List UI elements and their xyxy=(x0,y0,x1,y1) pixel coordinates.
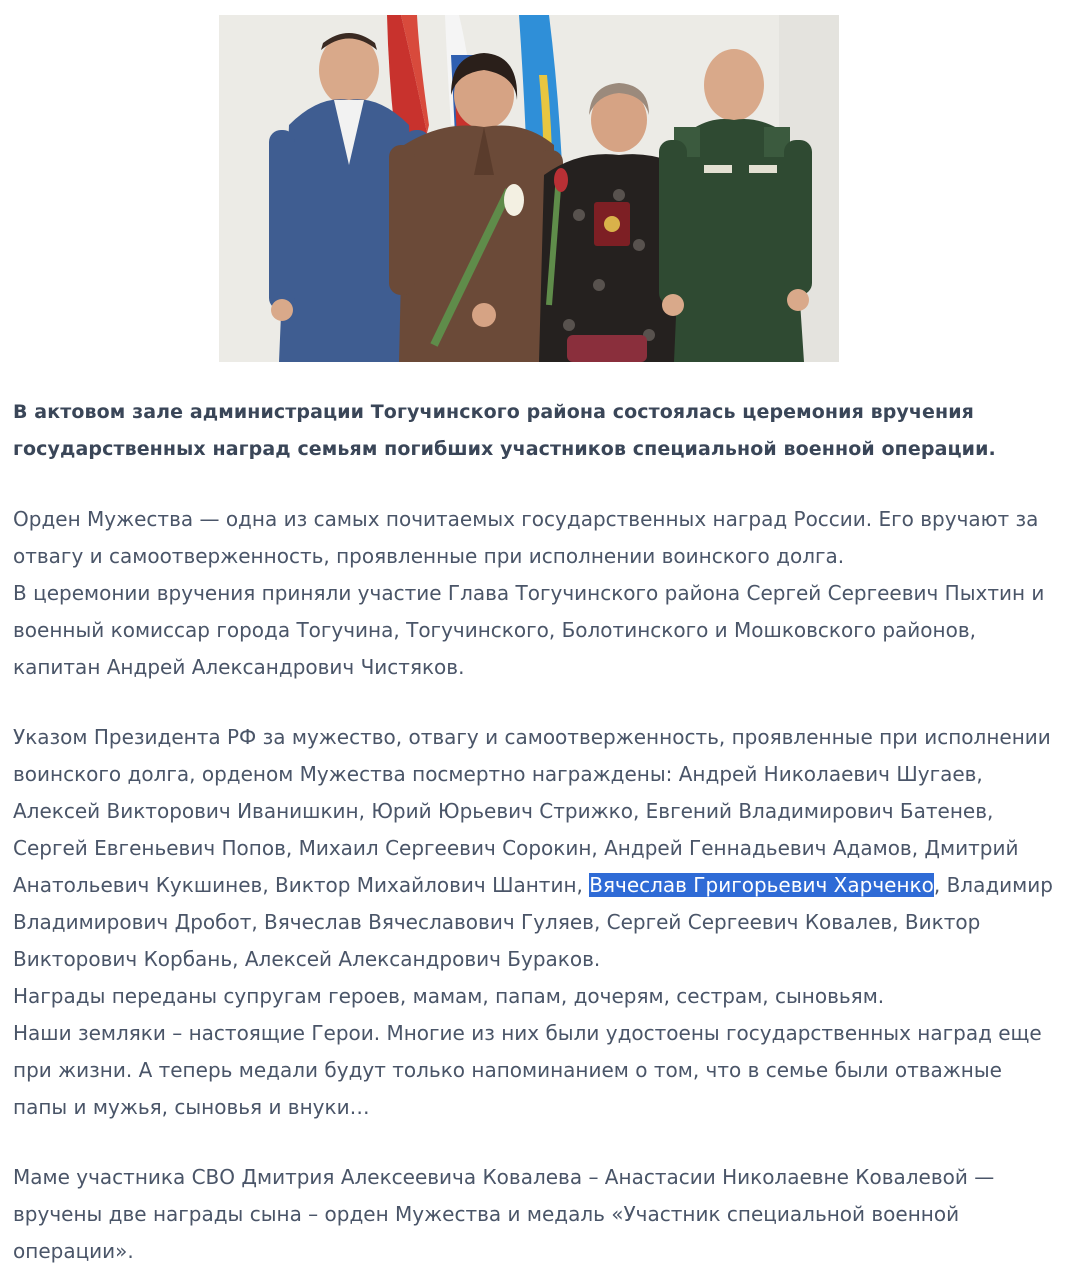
text-line: , Владимир xyxy=(933,873,1053,897)
article-photo xyxy=(219,15,839,362)
text-line: Орден Мужества — одна из самых почитаемых государственных наград России. Его вручают за xyxy=(13,507,1039,531)
text-line: В церемонии вручения приняли участие Глава Тогучинского района Сергей Сергеевич Пыхтин и xyxy=(13,581,1045,605)
paragraph-kovaleva xyxy=(13,1159,1053,1270)
text-line: Анатольевич Кукшинев, Виктор Михайлович Шантин, xyxy=(13,873,590,897)
text-line: капитан Андрей Александрович Чистяков. xyxy=(13,655,465,679)
article-lead: В актовом зале администрации Тогучинского района состоялась церемония вручения государственных наград семьям погибших участников специальной военной операции. xyxy=(13,401,996,460)
text-line: при жизни. А теперь медали будут только напоминанием о том, что в семье были отважные xyxy=(13,1058,1002,1082)
text-line: Награды переданы супругам героев, мамам, папам, дочерям, сестрам, сыновьям. xyxy=(13,984,885,1008)
text-line: Викторович Корбань, Алексей Александрович Бураков. xyxy=(13,947,601,971)
text-line: вручены две награды сына – орден Мужества и медаль «Участник специальной военной xyxy=(13,1202,960,1226)
text-line: Алексей Викторович Иванишкин, Юрий Юрьевич Стрижко, Евгений Владимирович Батенев, xyxy=(13,799,994,823)
text-line: отвагу и самоотверженность, проявленные при исполнении воинского долга. xyxy=(13,544,845,568)
text-line: папы и мужья, сыновья и внуки… xyxy=(13,1095,370,1119)
text-line: Указом Президента РФ за мужество, отвагу и самоотверженность, проявленные при исполнении xyxy=(13,725,1051,749)
text-line: Маме участника СВО Дмитрия Алексеевича Ковалева – Анастасии Николаевне Ковалевой — xyxy=(13,1165,995,1189)
article-body xyxy=(13,394,1053,1270)
text-line: Владимирович Дробот, Вячеслав Вячеславович Гуляев, Сергей Сергеевич Ковалев, Виктор xyxy=(13,910,981,934)
paragraph-order-intro xyxy=(13,501,1053,686)
text-line: воинского долга, орденом Мужества посмертно награждены: Андрей Николаевич Шугаев, xyxy=(13,762,983,786)
selected-text-highlight[interactable]: Вячеслав Григорьевич Харченко xyxy=(589,873,934,897)
photo-icon xyxy=(219,15,839,362)
text-line: Наши земляки – настоящие Герои. Многие из них были удостоены государственных наград еще xyxy=(13,1021,1042,1045)
text-line: военный комиссар города Тогучина, Тогучинского, Болотинского и Мошковского районов, xyxy=(13,618,976,642)
paragraph-awardees xyxy=(13,719,1053,1126)
text-line: Сергей Евгеньевич Попов, Михаил Сергеевич Сорокин, Андрей Геннадьевич Адамов, Дмитрий xyxy=(13,836,1019,860)
text-line: операции». xyxy=(13,1239,134,1263)
